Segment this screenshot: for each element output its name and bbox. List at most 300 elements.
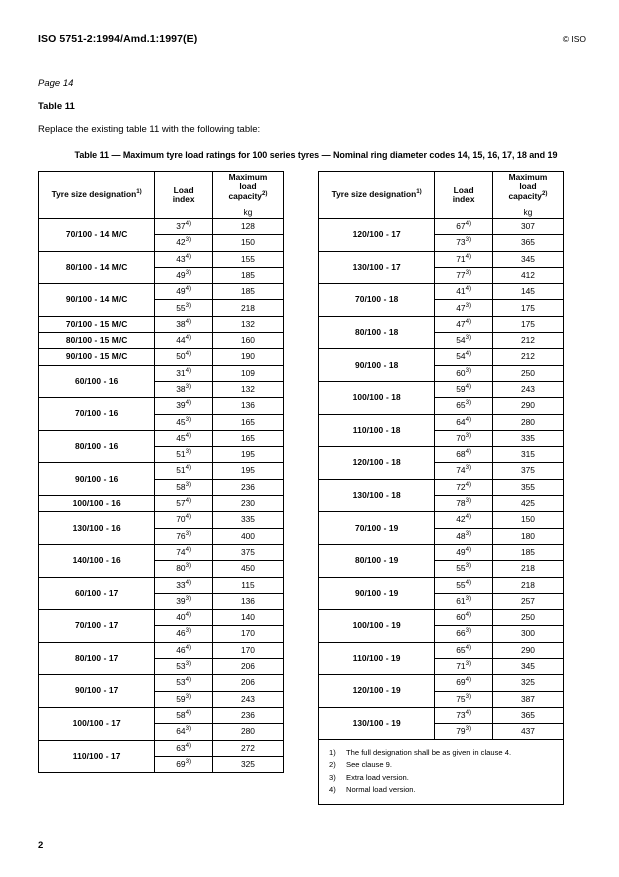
load-version-footnote-marker: 4) — [465, 350, 472, 358]
load-index-cell: 47$^{4)}$ — [435, 316, 493, 332]
max-load-capacity-cell: 243 — [492, 381, 563, 397]
max-load-capacity-cell: 290 — [492, 398, 563, 414]
header-capacity-lines — [493, 173, 563, 201]
load-version-footnote-marker: 4) — [185, 513, 192, 521]
max-load-capacity-cell: 272 — [212, 740, 283, 756]
table-row — [39, 219, 284, 235]
load-index-cell: 37$^{4)}$ — [155, 219, 213, 235]
header-max-capacity — [212, 172, 283, 219]
tyre-size-cell: 90/100 - 18 — [319, 349, 435, 382]
header-row — [319, 172, 564, 219]
tyre-size-cell: 130/100 - 19 — [319, 707, 435, 740]
table-row — [319, 642, 564, 658]
tyre-size-cell: 70/100 - 15 M/C — [39, 316, 155, 332]
max-load-capacity-cell: 315 — [492, 447, 563, 463]
max-load-capacity-cell: 218 — [212, 300, 283, 316]
load-version-footnote-marker: 3) — [185, 448, 192, 456]
max-load-capacity-cell: 335 — [212, 512, 283, 528]
load-version-footnote-marker: 3) — [465, 595, 472, 603]
load-version-footnote-marker: 3) — [185, 415, 192, 423]
header-capacity-line2: load — [239, 181, 257, 192]
left-table-column — [38, 171, 284, 805]
load-version-footnote-marker: 4) — [465, 643, 472, 651]
max-load-capacity-cell: 236 — [212, 479, 283, 495]
max-load-capacity-cell: 206 — [212, 659, 283, 675]
load-index-cell: 53$^{3)}$ — [155, 659, 213, 675]
tyre-size-cell: 130/100 - 18 — [319, 479, 435, 512]
load-version-footnote-marker: 4) — [185, 399, 192, 407]
max-load-capacity-cell: 175 — [492, 316, 563, 332]
max-load-capacity-cell: 375 — [212, 544, 283, 560]
table-body-right — [319, 219, 564, 741]
header-row — [39, 172, 284, 219]
tyre-size-cell: 120/100 - 19 — [319, 675, 435, 708]
load-version-footnote-marker: 4) — [185, 220, 192, 228]
table-row — [39, 316, 284, 332]
load-index-cell: 77$^{3)}$ — [435, 267, 493, 283]
load-version-footnote-marker: 4) — [185, 497, 192, 505]
header-load-index-line2: index — [452, 194, 475, 204]
max-load-capacity-cell: 132 — [212, 381, 283, 397]
load-index-cell: 54$^{4)}$ — [435, 349, 493, 365]
load-version-footnote-marker: 4) — [465, 383, 472, 391]
max-load-capacity-cell: 280 — [492, 414, 563, 430]
load-index-cell: 53$^{4)}$ — [155, 675, 213, 691]
load-version-footnote-marker: 3) — [185, 269, 192, 277]
right-table-column — [318, 171, 564, 805]
load-version-footnote-marker: 3) — [185, 480, 192, 488]
table-row — [319, 284, 564, 300]
table-row — [39, 512, 284, 528]
tyre-size-cell: 80/100 - 15 M/C — [39, 333, 155, 349]
load-index-cell: 42$^{3)}$ — [155, 235, 213, 251]
load-index-cell: 45$^{3)}$ — [155, 414, 213, 430]
table-row — [39, 251, 284, 267]
tyre-size-cell: 110/100 - 19 — [319, 642, 435, 675]
load-version-footnote-marker: 4) — [185, 643, 192, 651]
load-version-footnote-marker: 3) — [465, 464, 472, 472]
copyright-notice: © ISO — [562, 34, 586, 44]
max-load-capacity-cell: 300 — [492, 626, 563, 642]
load-index-cell: 73$^{4)}$ — [435, 707, 493, 723]
load-index-cell: 48$^{3)}$ — [435, 528, 493, 544]
header-load-index — [155, 172, 213, 219]
tyre-size-cell: 100/100 - 16 — [39, 496, 155, 512]
load-index-cell: 38$^{4)}$ — [155, 316, 213, 332]
load-version-footnote-marker: 3) — [465, 725, 472, 733]
load-index-cell: 33$^{4)}$ — [155, 577, 213, 593]
load-index-cell: 45$^{4)}$ — [155, 430, 213, 446]
table-row — [319, 544, 564, 560]
tyre-size-cell: 130/100 - 17 — [319, 251, 435, 284]
footnote-item — [329, 759, 555, 771]
load-index-cell: 60$^{3)}$ — [435, 365, 493, 381]
load-version-footnote-marker: 3) — [465, 627, 472, 635]
load-index-cell: 59$^{3)}$ — [155, 691, 213, 707]
load-version-footnote-marker: 4) — [465, 513, 472, 521]
load-version-footnote-marker: 3) — [465, 334, 472, 342]
max-load-capacity-cell: 280 — [212, 724, 283, 740]
load-index-cell: 46$^{4)}$ — [155, 642, 213, 658]
load-version-footnote-marker: 4) — [185, 676, 192, 684]
table-header-left — [39, 172, 284, 219]
load-version-footnote-marker: 4) — [185, 350, 192, 358]
max-load-capacity-cell: 437 — [492, 724, 563, 740]
tyre-size-cell: 90/100 - 16 — [39, 463, 155, 496]
table-row — [39, 610, 284, 626]
table-row — [39, 349, 284, 365]
load-version-footnote-marker: 3) — [185, 236, 192, 244]
load-version-footnote-marker: 4) — [185, 318, 192, 326]
max-load-capacity-cell: 165 — [212, 430, 283, 446]
table-row — [319, 610, 564, 626]
load-version-footnote-marker: 3) — [465, 529, 472, 537]
load-index-cell: 49$^{4)}$ — [155, 284, 213, 300]
max-load-capacity-cell: 160 — [212, 333, 283, 349]
max-load-capacity-cell: 250 — [492, 365, 563, 381]
load-version-footnote-marker: 3) — [465, 562, 472, 570]
load-index-cell: 72$^{4)}$ — [435, 479, 493, 495]
header-load-index-line1: Load — [453, 184, 474, 195]
tyre-size-cell: 70/100 - 18 — [319, 284, 435, 317]
load-index-cell: 54$^{3)}$ — [435, 333, 493, 349]
load-version-footnote-marker: 3) — [465, 269, 472, 277]
header-max-capacity — [492, 172, 563, 219]
max-load-capacity-cell: 140 — [212, 610, 283, 626]
tyre-size-cell: 90/100 - 15 M/C — [39, 349, 155, 365]
document-header — [38, 33, 586, 45]
load-version-footnote-marker: 4) — [185, 578, 192, 586]
max-load-capacity-cell: 145 — [492, 284, 563, 300]
load-version-footnote-marker: 4) — [465, 480, 472, 488]
load-index-cell: 79$^{3)}$ — [435, 724, 493, 740]
load-version-footnote-marker: 4) — [185, 432, 192, 440]
max-load-capacity-cell: 257 — [492, 593, 563, 609]
table-row — [319, 447, 564, 463]
max-load-capacity-cell: 412 — [492, 267, 563, 283]
footnote-text: The full designation shall be as given in clause 4. — [346, 747, 512, 757]
load-version-footnote-marker: 3) — [465, 692, 472, 700]
load-index-cell: 67$^{4)}$ — [435, 219, 493, 235]
max-load-capacity-cell: 365 — [492, 235, 563, 251]
table-row — [319, 512, 564, 528]
load-index-cell: 78$^{3)}$ — [435, 496, 493, 512]
load-index-cell: 71$^{4)}$ — [435, 251, 493, 267]
max-load-capacity-cell: 290 — [492, 642, 563, 658]
max-load-capacity-cell: 206 — [212, 675, 283, 691]
header-capacity-lines — [213, 173, 283, 201]
load-index-cell: 64$^{4)}$ — [435, 414, 493, 430]
load-version-footnote-marker: 3) — [185, 595, 192, 603]
max-load-capacity-cell: 218 — [492, 577, 563, 593]
header-load-index-line1: Load — [173, 184, 194, 195]
tables-container — [38, 171, 584, 805]
table-row — [319, 219, 564, 235]
load-version-footnote-marker: 3) — [185, 529, 192, 537]
load-index-cell: 73$^{3)}$ — [435, 235, 493, 251]
load-version-footnote-marker: 3) — [185, 758, 192, 766]
max-load-capacity-cell: 115 — [212, 577, 283, 593]
footnote-marker-1: 1) — [416, 188, 422, 196]
load-index-cell: 55$^{3)}$ — [435, 561, 493, 577]
load-version-footnote-marker: 4) — [465, 220, 472, 228]
table-row — [39, 398, 284, 414]
max-load-capacity-cell: 365 — [492, 707, 563, 723]
load-version-footnote-marker: 4) — [465, 676, 472, 684]
load-version-footnote-marker: 3) — [185, 627, 192, 635]
max-load-capacity-cell: 325 — [492, 675, 563, 691]
header-capacity-line1: Maximum — [508, 172, 548, 183]
load-version-footnote-marker: 3) — [185, 692, 192, 700]
load-version-footnote-marker: 3) — [465, 399, 472, 407]
load-version-footnote-marker: 4) — [465, 318, 472, 326]
max-load-capacity-cell: 128 — [212, 219, 283, 235]
max-load-capacity-cell: 170 — [212, 642, 283, 658]
footnotes-box — [318, 739, 564, 805]
load-version-footnote-marker: 4) — [465, 448, 472, 456]
footnote-text: Extra load version. — [346, 772, 409, 782]
load-index-cell: 49$^{4)}$ — [435, 544, 493, 560]
load-version-footnote-marker: 4) — [185, 285, 192, 293]
max-load-capacity-cell: 150 — [212, 235, 283, 251]
footnote-text: See clause 9. — [346, 760, 393, 770]
tyre-size-cell: 90/100 - 17 — [39, 675, 155, 708]
load-version-footnote-marker: 4) — [465, 546, 472, 554]
header-load-index-line2: index — [172, 194, 195, 204]
load-version-footnote-marker: 3) — [465, 301, 472, 309]
load-index-cell: 39$^{4)}$ — [155, 398, 213, 414]
load-index-cell: 43$^{4)}$ — [155, 251, 213, 267]
table-body-left — [39, 219, 284, 773]
footnote-number: 1) — [329, 747, 336, 757]
replace-instruction: Replace the existing table 11 with the following table: — [38, 124, 261, 135]
load-version-footnote-marker: 4) — [465, 578, 472, 586]
load-version-footnote-marker: 3) — [185, 383, 192, 391]
max-load-capacity-cell: 185 — [492, 544, 563, 560]
footnote-marker-2: 2) — [261, 189, 268, 197]
table-row — [39, 707, 284, 723]
load-index-cell: 69$^{3)}$ — [155, 756, 213, 772]
tyre-size-cell: 80/100 - 14 M/C — [39, 251, 155, 284]
load-index-cell: 61$^{3)}$ — [435, 593, 493, 609]
tyre-size-cell: 110/100 - 18 — [319, 414, 435, 447]
document-reference: ISO 5751-2:1994/Amd.1:1997(E) — [38, 33, 198, 45]
load-index-cell: 38$^{3)}$ — [155, 381, 213, 397]
table-row — [39, 642, 284, 658]
max-load-capacity-cell: 243 — [212, 691, 283, 707]
load-index-cell: 51$^{4)}$ — [155, 463, 213, 479]
table-row — [319, 381, 564, 397]
max-load-capacity-cell: 195 — [212, 463, 283, 479]
load-version-footnote-marker: 3) — [465, 236, 472, 244]
load-index-cell: 59$^{4)}$ — [435, 381, 493, 397]
max-load-capacity-cell: 170 — [212, 626, 283, 642]
max-load-capacity-cell: 165 — [212, 414, 283, 430]
load-index-cell: 75$^{3)}$ — [435, 691, 493, 707]
table-row — [319, 577, 564, 593]
load-index-cell: 76$^{3)}$ — [155, 528, 213, 544]
load-version-footnote-marker: 4) — [185, 709, 192, 717]
table-row — [319, 414, 564, 430]
load-version-footnote-marker: 3) — [185, 562, 192, 570]
tyre-size-cell: 60/100 - 16 — [39, 365, 155, 398]
footnote-marker-1: 1) — [136, 188, 142, 196]
tyre-size-cell: 70/100 - 14 M/C — [39, 219, 155, 252]
max-load-capacity-cell: 335 — [492, 430, 563, 446]
load-index-cell: 50$^{4)}$ — [155, 349, 213, 365]
tyre-size-cell: 120/100 - 18 — [319, 447, 435, 480]
table-row — [39, 577, 284, 593]
load-index-cell: 58$^{4)}$ — [155, 707, 213, 723]
load-index-cell: 57$^{4)}$ — [155, 496, 213, 512]
load-index-cell: 65$^{3)}$ — [435, 398, 493, 414]
load-version-footnote-marker: 4) — [185, 252, 192, 260]
max-load-capacity-cell: 180 — [492, 528, 563, 544]
load-version-footnote-marker: 3) — [185, 660, 192, 668]
tyre-size-cell: 80/100 - 19 — [319, 544, 435, 577]
tyre-size-cell: 70/100 - 16 — [39, 398, 155, 431]
load-index-cell: 46$^{3)}$ — [155, 626, 213, 642]
load-version-footnote-marker: 4) — [185, 611, 192, 619]
max-load-capacity-cell: 195 — [212, 447, 283, 463]
footnote-text: Normal load version. — [346, 784, 416, 794]
load-version-footnote-marker: 4) — [185, 546, 192, 554]
footnote-item — [329, 772, 555, 784]
tyre-size-cell: 140/100 - 16 — [39, 544, 155, 577]
tyre-size-cell: 60/100 - 17 — [39, 577, 155, 610]
tyre-size-cell: 110/100 - 17 — [39, 740, 155, 773]
table-row — [319, 251, 564, 267]
table-row — [39, 333, 284, 349]
tyre-size-cell: 80/100 - 18 — [319, 316, 435, 349]
load-index-cell: 44$^{4)}$ — [155, 333, 213, 349]
load-index-cell: 49$^{3)}$ — [155, 267, 213, 283]
load-version-footnote-marker: 4) — [185, 334, 192, 342]
table-header-right — [319, 172, 564, 219]
table-row — [39, 430, 284, 446]
header-load-index — [435, 172, 493, 219]
load-version-footnote-marker: 4) — [465, 709, 472, 717]
load-version-footnote-marker: 4) — [465, 285, 472, 293]
tyre-size-cell: 100/100 - 18 — [319, 381, 435, 414]
tyre-size-cell: 120/100 - 17 — [319, 219, 435, 252]
max-load-capacity-cell: 136 — [212, 593, 283, 609]
max-load-capacity-cell: 212 — [492, 349, 563, 365]
table-row — [319, 707, 564, 723]
load-version-footnote-marker: 4) — [465, 415, 472, 423]
table-row — [39, 463, 284, 479]
table-caption: Table 11 — Maximum tyre load ratings for 100 series tyres — Nominal ring diameter codes 14, 15, 16, 17, 18 and 19 — [74, 150, 558, 160]
header-capacity-unit: kg — [243, 206, 253, 217]
load-index-cell: 47$^{3)}$ — [435, 300, 493, 316]
load-index-cell: 55$^{4)}$ — [435, 577, 493, 593]
table-label: Table 11 — [38, 101, 75, 112]
load-index-cell: 69$^{4)}$ — [435, 675, 493, 691]
header-tyre-size — [39, 172, 155, 219]
load-index-cell: 60$^{4)}$ — [435, 610, 493, 626]
load-index-cell: 63$^{4)}$ — [155, 740, 213, 756]
load-index-cell: 66$^{3)}$ — [435, 626, 493, 642]
max-load-capacity-cell: 375 — [492, 463, 563, 479]
load-version-footnote-marker: 4) — [465, 611, 472, 619]
max-load-capacity-cell: 185 — [212, 284, 283, 300]
table-row — [319, 349, 564, 365]
tyre-size-cell: 90/100 - 14 M/C — [39, 284, 155, 317]
load-index-cell: 41$^{4)}$ — [435, 284, 493, 300]
max-load-capacity-cell: 387 — [492, 691, 563, 707]
tyre-size-cell: 100/100 - 17 — [39, 707, 155, 740]
load-ratings-table-right — [318, 171, 564, 741]
load-index-cell: 31$^{4)}$ — [155, 365, 213, 381]
load-version-footnote-marker: 4) — [185, 366, 192, 374]
load-index-cell: 70$^{4)}$ — [155, 512, 213, 528]
max-load-capacity-cell: 218 — [492, 561, 563, 577]
max-load-capacity-cell: 132 — [212, 316, 283, 332]
load-index-cell: 65$^{4)}$ — [435, 642, 493, 658]
load-index-cell: 68$^{4)}$ — [435, 447, 493, 463]
load-version-footnote-marker: 3) — [465, 366, 472, 374]
max-load-capacity-cell: 307 — [492, 219, 563, 235]
table-row — [39, 740, 284, 756]
load-index-cell: 55$^{3)}$ — [155, 300, 213, 316]
load-index-cell: 39$^{3)}$ — [155, 593, 213, 609]
max-load-capacity-cell: 190 — [212, 349, 283, 365]
load-version-footnote-marker: 3) — [185, 725, 192, 733]
load-version-footnote-marker: 3) — [465, 660, 472, 668]
max-load-capacity-cell: 150 — [492, 512, 563, 528]
max-load-capacity-cell: 230 — [212, 496, 283, 512]
max-load-capacity-cell: 212 — [492, 333, 563, 349]
table-row — [319, 316, 564, 332]
load-index-cell: 74$^{4)}$ — [155, 544, 213, 560]
header-capacity-line2: load — [519, 181, 537, 192]
max-load-capacity-cell: 450 — [212, 561, 283, 577]
load-version-footnote-marker: 3) — [465, 432, 472, 440]
max-load-capacity-cell: 136 — [212, 398, 283, 414]
load-index-cell: 51$^{3)}$ — [155, 447, 213, 463]
tyre-size-cell: 130/100 - 16 — [39, 512, 155, 545]
footnote-marker-2: 2) — [541, 189, 548, 197]
max-load-capacity-cell: 109 — [212, 365, 283, 381]
load-index-cell: 64$^{3)}$ — [155, 724, 213, 740]
table-row — [39, 284, 284, 300]
footnote-number: 3) — [329, 772, 336, 782]
page-label: Page 14 — [38, 78, 74, 89]
header-tyre-size-text: Tyre size designation — [331, 189, 417, 200]
max-load-capacity-cell: 236 — [212, 707, 283, 723]
load-index-cell: 70$^{3)}$ — [435, 430, 493, 446]
table-row — [319, 479, 564, 495]
footnote-number: 2) — [329, 760, 336, 770]
header-capacity-line3: capacity — [228, 190, 262, 201]
max-load-capacity-cell: 185 — [212, 267, 283, 283]
header-tyre-size — [319, 172, 435, 219]
load-version-footnote-marker: 4) — [185, 464, 192, 472]
tyre-size-cell: 70/100 - 17 — [39, 610, 155, 643]
header-capacity-line3: capacity — [508, 190, 542, 201]
footnote-number: 4) — [329, 784, 336, 794]
table-row — [319, 675, 564, 691]
load-index-cell: 42$^{4)}$ — [435, 512, 493, 528]
tyre-size-cell: 100/100 - 19 — [319, 610, 435, 643]
load-index-cell: 80$^{3)}$ — [155, 561, 213, 577]
header-capacity-line1: Maximum — [228, 172, 268, 183]
max-load-capacity-cell: 175 — [492, 300, 563, 316]
tyre-size-cell: 80/100 - 17 — [39, 642, 155, 675]
footnote-item — [329, 784, 555, 796]
load-index-cell: 71$^{3)}$ — [435, 659, 493, 675]
max-load-capacity-cell: 425 — [492, 496, 563, 512]
